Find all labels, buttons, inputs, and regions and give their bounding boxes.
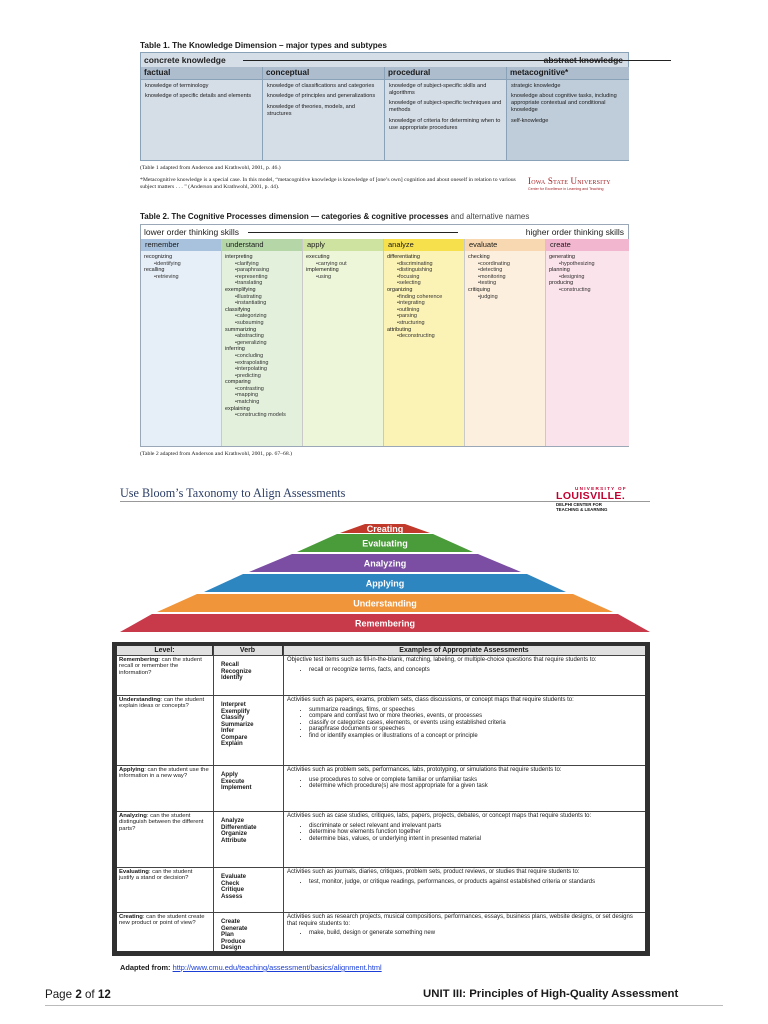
assessment-table xyxy=(112,642,650,956)
assessment-bullet: • determine which procedure(s) are most appropriate for a given task xyxy=(309,783,643,790)
alternative-name: • deconstructing xyxy=(387,333,462,340)
alternative-name: • carrying out xyxy=(306,261,381,268)
assessment-row xyxy=(117,765,645,811)
level-question: : can the student justify a stand or decision? xyxy=(119,869,193,882)
assessment-bullet: • discriminate or select relevant and irrelevant parts xyxy=(309,823,643,830)
thinking-skills-band xyxy=(141,225,628,239)
alternative-name: • categorizing xyxy=(225,313,300,320)
alternative-name: • using xyxy=(306,274,381,281)
cognitive-process: critiquing xyxy=(468,286,491,293)
table2-title-alt: and alternative names xyxy=(450,212,530,221)
cognitive-column xyxy=(302,239,384,446)
verb: Interpret xyxy=(221,701,246,708)
alternative-name: • identifying xyxy=(144,261,218,268)
level-question: : can the student recall or remember the information? xyxy=(119,657,202,676)
assessment-intro: Activities such as journals, diaries, critiques, problem sets, product reviews, or studies that require students to: xyxy=(287,869,580,875)
page-of: of xyxy=(81,988,98,1001)
cognitive-process: inferring xyxy=(225,346,245,353)
assessment-bullet: • summarize readings, films, or speeches xyxy=(309,707,643,714)
pyramid-tier-label: Analyzing xyxy=(363,558,407,569)
alternative-name: • discriminating xyxy=(387,261,462,268)
verb: Explain xyxy=(221,740,243,747)
alternative-name: • designing xyxy=(549,274,626,281)
alternative-name: • outlining xyxy=(387,307,462,314)
pyramid-tier-label: Remembering xyxy=(354,618,416,629)
logo-teaching: TEACHING & LEARNING xyxy=(556,507,608,512)
pyramid-tier-label: Creating xyxy=(366,524,404,534)
assessment-bullet: • compare and contrast two or more theories, events, or processes xyxy=(309,713,643,720)
verb: Classify xyxy=(221,714,245,721)
band-lower-label: lower order thinking skills xyxy=(144,227,239,237)
logo-louisville: LOUISVILLE. xyxy=(556,490,626,502)
cognitive-process: producing xyxy=(549,280,574,287)
level-question: : can the student explain ideas or concepts? xyxy=(119,697,205,710)
louisville-logo xyxy=(556,486,646,512)
verb: Exemplify xyxy=(221,707,250,715)
adapted-label: Adapted from: xyxy=(120,963,171,972)
knowledge-subtype: knowledge of terminology xyxy=(145,83,209,89)
alternative-name: • clarifying xyxy=(225,261,300,268)
table1-notes xyxy=(140,165,520,191)
table2-title-main: Table 2. The Cognitive Processes dimension — categories & cognitive processes xyxy=(140,212,449,221)
cognitive-process: summarizing xyxy=(225,326,257,333)
knowledge-subtype: knowledge of specific details and elements xyxy=(145,93,252,100)
cognitive-process: explaining xyxy=(225,405,250,412)
knowledge-column xyxy=(141,67,262,160)
verb: Summarize xyxy=(221,720,254,728)
pyramid-tier-label: Applying xyxy=(365,578,405,589)
band-left-label: concrete knowledge xyxy=(144,55,226,65)
page-current: 2 xyxy=(75,988,82,1001)
alternative-name: • constructing xyxy=(549,287,626,294)
assessment-row xyxy=(117,867,645,912)
knowledge-subtype: knowledge of principles and generalizations xyxy=(267,93,376,100)
verb: Attribute xyxy=(221,836,247,844)
cognitive-process: recalling xyxy=(144,267,165,274)
alternative-name: • retrieving xyxy=(144,274,218,281)
adapted-from xyxy=(120,963,382,972)
verb: Recall xyxy=(221,661,239,668)
verb: Organize xyxy=(221,830,248,837)
assessment-intro: Activities such as papers, exams, problem sets, class discussions, or concept maps that require students to: xyxy=(287,697,574,703)
table1-source-note: (Table 1 adapted from Anderson and Krathwohl, 2001, p. 46.) xyxy=(140,165,281,171)
verb: Apply xyxy=(221,771,238,778)
verb: Assess xyxy=(221,892,243,900)
verb: Plan xyxy=(221,931,234,938)
alternative-name: • structuring xyxy=(387,320,462,327)
alternative-name: • testing xyxy=(468,280,543,287)
knowledge-subtype: knowledge of subject-specific skills and algorithms xyxy=(389,83,487,96)
alternative-name: • hypothesizing xyxy=(549,261,626,268)
cognitive-process: exemplifying xyxy=(225,286,256,293)
knowledge-column xyxy=(384,67,507,160)
cognitive-process: planning xyxy=(549,267,570,274)
alternative-name: • matching xyxy=(225,399,300,406)
bloom-pyramid xyxy=(120,520,650,635)
iowa-state-logo-subtitle: Center for Excellence in Learning and Teaching xyxy=(528,187,604,191)
logo-delphi: DELPHI CENTER FOR xyxy=(556,502,602,507)
alternative-name: • constructing models xyxy=(225,412,300,419)
bloom-title: Use Bloom’s Taxonomy to Align Assessments xyxy=(120,486,346,500)
knowledge-subtype: knowledge of theories, models, and structures xyxy=(267,103,356,117)
divider xyxy=(45,1005,723,1006)
knowledge-column-head: factual xyxy=(141,67,262,80)
knowledge-subtype: self-knowledge xyxy=(511,117,549,124)
alternative-name: • extrapolating xyxy=(225,360,300,367)
cognitive-column xyxy=(221,239,303,446)
verb: Evaluate xyxy=(221,873,247,880)
alternative-name: • generalizing xyxy=(225,340,300,347)
cognitive-process: attributing xyxy=(387,326,412,333)
alternative-name: • subsuming xyxy=(225,320,300,327)
knowledge-column-head: procedural xyxy=(385,67,507,80)
knowledge-subtype: knowledge about cognitive tasks, including appropriate contextual and conditional knowledge xyxy=(511,93,617,114)
table2-title xyxy=(140,212,529,221)
metacognitive-footnote: *Metacognitive knowledge is a special case. In this model, “metacognitive knowledge is knowledge of [one’s own] cognition and about oneself in relation to various subject matters . . . ” (Anderson and Krathwohl, 2001, p. 44). xyxy=(140,177,516,190)
assessment-bullet: • determine how elements function together xyxy=(309,829,643,836)
assessment-bullet: • use procedures to solve or complete familiar or unfamiliar tasks xyxy=(309,777,643,784)
alternative-name: • predicting xyxy=(225,373,300,380)
verb: Differentiate xyxy=(221,823,257,831)
logo-university-of: UNIVERSITY OF xyxy=(574,486,628,491)
cognitive-column-head: create xyxy=(546,239,629,251)
assessment-intro: Activities such as case studies, critiques, labs, papers, projects, debates, or concept maps that require students to: xyxy=(287,813,592,819)
pyramid-tier-label: Understanding xyxy=(353,598,417,609)
cognitive-column xyxy=(141,239,221,446)
right-arrow-icon xyxy=(248,232,458,233)
verb: Produce xyxy=(221,937,246,945)
knowledge-column xyxy=(506,67,629,160)
header-verb: Verb xyxy=(213,646,283,655)
cognitive-column-head: remember xyxy=(141,239,221,251)
cognitive-column xyxy=(464,239,546,446)
unit-title: UNIT III: Principles of High-Quality Assessment xyxy=(423,988,679,1000)
knowledge-subtype: knowledge of classifications and categories xyxy=(267,83,375,89)
alternative-name: • finding coherence xyxy=(387,294,462,301)
cognitive-column-head: analyze xyxy=(384,239,465,251)
page-total: 12 xyxy=(97,988,111,1001)
level-name: Evaluating xyxy=(119,869,149,875)
knowledge-band xyxy=(141,53,628,67)
verb: Design xyxy=(221,944,242,951)
verb: Critique xyxy=(221,886,245,893)
alternative-name: • integrating xyxy=(387,300,462,307)
band-right-label: abstract knowledge xyxy=(543,55,623,65)
verb: Generate xyxy=(221,924,248,932)
level-question: : can the student use the information in a new way? xyxy=(119,767,209,780)
assessment-bullet: • recall or recognize terms, facts, and concepts xyxy=(309,667,643,674)
alternative-name: • coordinating xyxy=(468,261,543,268)
alternative-name: • focusing xyxy=(387,274,462,281)
page-prefix: Page xyxy=(45,988,76,1001)
level-name: Remembering xyxy=(119,657,159,663)
knowledge-subtype: strategic knowledge xyxy=(511,83,561,89)
alternative-name: • monitoring xyxy=(468,274,543,281)
header-level: Level: xyxy=(117,646,213,655)
assessment-bullet: • classify or categorize cases, elements, or events using established criteria xyxy=(309,720,643,727)
verb: Implement xyxy=(221,784,252,791)
cognitive-column-head: evaluate xyxy=(465,239,546,251)
alternative-name: • contrasting xyxy=(225,386,300,393)
band-higher-label: higher order thinking skills xyxy=(525,227,624,237)
cognitive-process: interpreting xyxy=(225,254,253,260)
assessment-row xyxy=(117,811,645,867)
alternative-name: • parsing xyxy=(387,313,462,320)
knowledge-column-head: metacognitive* xyxy=(507,67,629,80)
verb: Compare xyxy=(221,733,248,741)
cognitive-column xyxy=(383,239,465,446)
cognitive-column-head: understand xyxy=(222,239,303,251)
verb: Create xyxy=(221,918,240,925)
alternative-name: • translating xyxy=(225,280,300,287)
alternative-name: • judging xyxy=(468,294,543,301)
cognitive-process: generating xyxy=(549,254,575,260)
assessment-bullet: • find or identify examples or illustrations of a concept or principle xyxy=(309,733,643,740)
verb: Infer xyxy=(221,727,235,734)
assessment-intro: Activities such as problem sets, performances, labs, prototyping, or simulations that require students to: xyxy=(287,767,562,773)
knowledge-dimension-table xyxy=(140,52,629,161)
cognitive-process: organizing xyxy=(387,286,413,293)
verb: Analyze xyxy=(221,817,245,824)
iowa-state-logo xyxy=(528,176,611,191)
assessment-row xyxy=(117,655,645,695)
alternative-name: • instantiating xyxy=(225,300,300,307)
assessment-bullet: • paraphrase documents or speeches xyxy=(309,726,643,733)
assessment-row xyxy=(117,695,645,765)
cognitive-process: differentiating xyxy=(387,254,420,260)
alternative-name: • paraphrasing xyxy=(225,267,300,274)
level-name: Understanding xyxy=(119,697,161,703)
alternative-name: • concluding xyxy=(225,353,300,360)
assessment-bullet: • determine bias, values, or underlying intent in presented material xyxy=(309,836,643,843)
level-question: : can the student distinguish between the different parts? xyxy=(119,813,204,832)
cognitive-process-table xyxy=(140,224,629,447)
cognitive-process: implementing xyxy=(306,267,339,274)
assessment-bullet: • make, build, design or generate something new xyxy=(309,930,643,937)
iowa-state-logo-name: Iowa State University xyxy=(528,176,611,186)
alternative-name: • interpolating xyxy=(225,366,300,373)
assessment-intro: Objective test items such as fill-in-the-blank, matching, labeling, or multiple-choice questions that require students to: xyxy=(287,657,597,663)
table1-title: Table 1. The Knowledge Dimension – major types and subtypes xyxy=(140,41,387,50)
level-name: Analyzing xyxy=(119,813,147,819)
cognitive-process: checking xyxy=(468,254,490,260)
alternative-name: • selecting xyxy=(387,280,462,287)
assessment-bullet: • test, monitor, judge, or critique readings, performances, or products against established criteria or standards xyxy=(309,879,643,886)
table2-source-note: (Table 2 adapted from Anderson and Krathwohl, 2001, pp. 67–68.) xyxy=(140,451,293,457)
alternative-name: • detecting xyxy=(468,267,543,274)
source-link[interactable]: http://www.cmu.edu/teaching/assessment/basics/alignment.html xyxy=(172,963,382,972)
verb: Identify xyxy=(221,674,243,681)
level-name: Creating xyxy=(119,914,143,920)
page-number xyxy=(45,988,111,1001)
cognitive-process: classifying xyxy=(225,306,251,313)
level-question: : can the student create new product or point of view? xyxy=(119,914,205,927)
level-name: Applying xyxy=(119,767,145,773)
verb: Recognize xyxy=(221,667,252,675)
cognitive-process: comparing xyxy=(225,379,251,386)
alternative-name: • mapping xyxy=(225,392,300,399)
header-examples: Examples of Appropriate Assessments xyxy=(283,646,645,655)
cognitive-column-head: apply xyxy=(303,239,384,251)
assessment-row xyxy=(117,912,645,951)
pyramid-tier-label: Evaluating xyxy=(362,538,408,549)
cognitive-column xyxy=(545,239,629,446)
knowledge-column-head: conceptual xyxy=(263,67,385,80)
verb: Check xyxy=(221,879,240,887)
knowledge-column xyxy=(262,67,385,160)
knowledge-subtype: knowledge of subject-specific techniques and methods xyxy=(389,100,502,114)
alternative-name: • distinguishing xyxy=(387,267,462,274)
cognitive-process: executing xyxy=(306,254,330,260)
assessment-intro: Activities such as research projects, musical compositions, performances, essays, business plans, website designs, or set designs that require students to: xyxy=(287,914,633,927)
verb: Execute xyxy=(221,777,245,785)
knowledge-subtype: knowledge of criteria for determining when to use appropriate procedures xyxy=(389,117,501,131)
alternative-name: • abstracting xyxy=(225,333,300,340)
alternative-name: • illustrating xyxy=(225,294,300,301)
cognitive-process: recognizing xyxy=(144,254,173,260)
alternative-name: • representing xyxy=(225,274,300,281)
